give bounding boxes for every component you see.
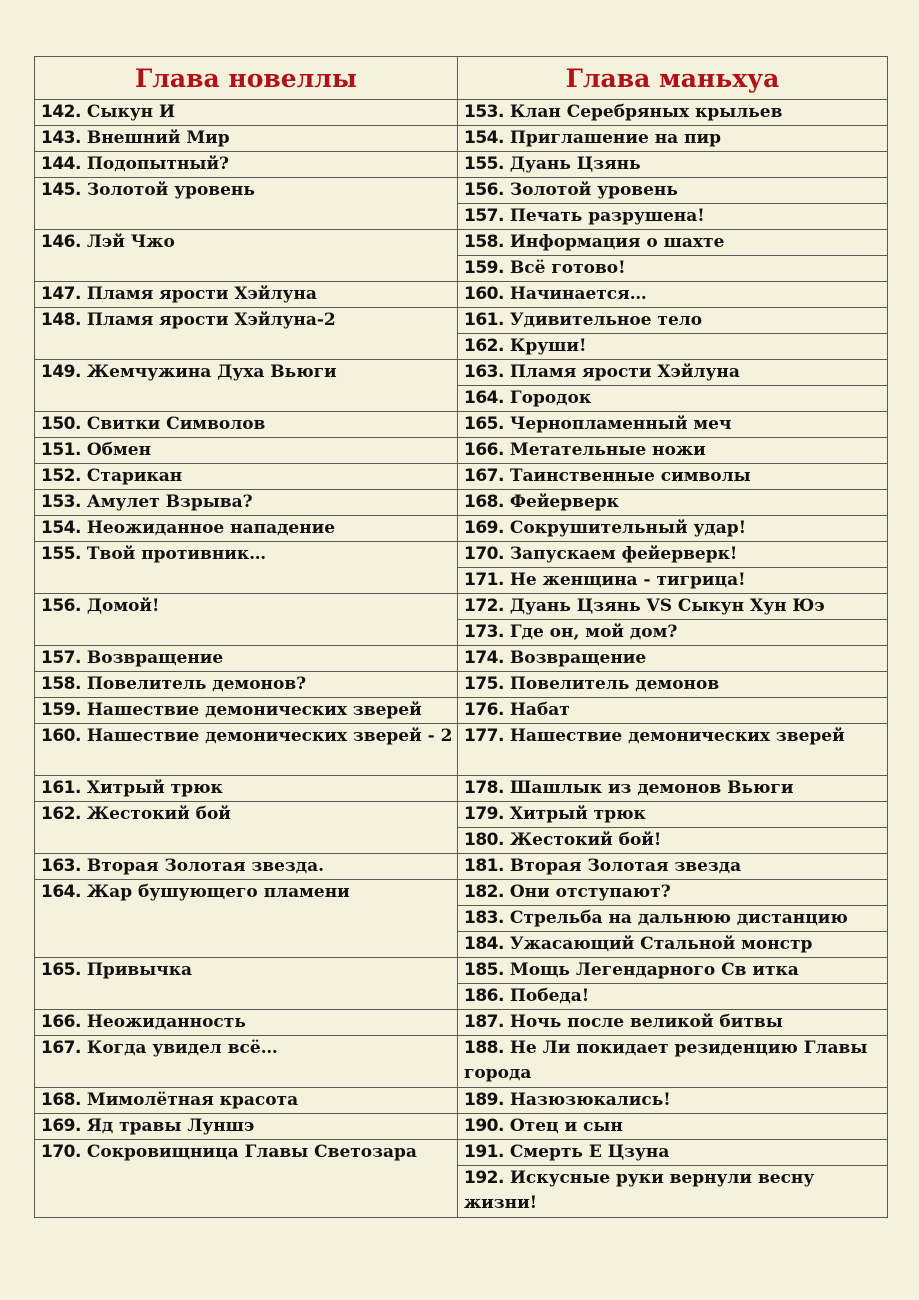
table-row bbox=[35, 854, 888, 880]
manhua-chapter-cell bbox=[458, 1114, 888, 1140]
manhua-chapter-title: Мощь Легендарного Св итка bbox=[509, 960, 799, 980]
manhua-chapter-title: Ужасающий Стальной монстр bbox=[509, 934, 813, 954]
table-row bbox=[35, 802, 888, 828]
manhua-chapter-cell bbox=[458, 490, 888, 516]
novel-chapter-cell bbox=[35, 360, 458, 412]
novel-chapter-cell bbox=[35, 1140, 458, 1218]
manhua-chapter-cell bbox=[458, 386, 888, 412]
novel-chapter-cell bbox=[35, 490, 458, 516]
novel-chapter-cell bbox=[35, 646, 458, 672]
manhua-chapter-cell bbox=[458, 360, 888, 386]
novel-chapter-title: Жестокий бой bbox=[86, 804, 231, 824]
novel-chapter-cell bbox=[35, 152, 458, 178]
table-row bbox=[35, 412, 888, 438]
chapter-comparison-table bbox=[34, 56, 888, 1218]
novel-chapter-title: Возвращение bbox=[86, 648, 224, 668]
table-row bbox=[35, 1010, 888, 1036]
novel-chapter-cell bbox=[35, 282, 458, 308]
manhua-chapter-title: Не Ли покидает резиденцию Главы города bbox=[464, 1038, 868, 1083]
novel-chapter-number: 165. bbox=[41, 960, 81, 980]
novel-chapter-number: 162. bbox=[41, 804, 81, 824]
novel-chapter-cell bbox=[35, 178, 458, 230]
novel-chapter-cell bbox=[35, 308, 458, 360]
manhua-chapter-cell bbox=[458, 1036, 888, 1088]
table-row bbox=[35, 646, 888, 672]
manhua-chapter-cell bbox=[458, 906, 888, 932]
manhua-chapter-cell bbox=[458, 438, 888, 464]
manhua-chapter-title: Фейерверк bbox=[509, 492, 619, 512]
manhua-chapter-number: 179. bbox=[464, 804, 504, 824]
novel-chapter-number: 151. bbox=[41, 440, 81, 460]
table-row bbox=[35, 724, 888, 776]
manhua-chapter-title: Вторая Золотая звезда bbox=[509, 856, 742, 876]
manhua-chapter-cell bbox=[458, 1088, 888, 1114]
novel-chapter-title: Повелитель демонов? bbox=[86, 674, 307, 694]
manhua-chapter-number: 155. bbox=[464, 154, 504, 174]
manhua-chapter-number: 175. bbox=[464, 674, 504, 694]
manhua-chapter-number: 169. bbox=[464, 518, 504, 538]
table-row bbox=[35, 672, 888, 698]
manhua-chapter-number: 177. bbox=[464, 726, 504, 746]
manhua-chapter-number: 189. bbox=[464, 1090, 504, 1110]
table-row bbox=[35, 152, 888, 178]
novel-chapter-number: 147. bbox=[41, 284, 81, 304]
novel-chapter-number: 155. bbox=[41, 544, 81, 564]
novel-chapter-number: 144. bbox=[41, 154, 81, 174]
table-row bbox=[35, 1036, 888, 1088]
novel-chapter-number: 167. bbox=[41, 1038, 81, 1058]
table-row bbox=[35, 1114, 888, 1140]
novel-chapter-header: Глава новеллы bbox=[35, 57, 458, 100]
novel-chapter-cell bbox=[35, 438, 458, 464]
manhua-chapter-number: 172. bbox=[464, 596, 504, 616]
manhua-chapter-cell bbox=[458, 256, 888, 282]
manhua-chapter-title: Искусные руки вернули весну жизни! bbox=[464, 1168, 815, 1213]
manhua-chapter-number: 161. bbox=[464, 310, 504, 330]
manhua-chapter-title: Жестокий бой! bbox=[509, 830, 662, 850]
manhua-chapter-number: 170. bbox=[464, 544, 504, 564]
manhua-chapter-cell bbox=[458, 1140, 888, 1166]
manhua-chapter-cell bbox=[458, 802, 888, 828]
table-row bbox=[35, 100, 888, 126]
manhua-chapter-title: Возвращение bbox=[509, 648, 647, 668]
manhua-chapter-number: 166. bbox=[464, 440, 504, 460]
manhua-chapter-title: Круши! bbox=[509, 336, 587, 356]
manhua-chapter-title: Стрельба на дальнюю дистанцию bbox=[509, 908, 848, 928]
manhua-chapter-title: Дуань Цзянь bbox=[509, 154, 641, 174]
novel-chapter-title: Амулет Взрыва? bbox=[86, 492, 253, 512]
manhua-chapter-number: 183. bbox=[464, 908, 504, 928]
manhua-chapter-title: Повелитель демонов bbox=[509, 674, 720, 694]
manhua-chapter-number: 178. bbox=[464, 778, 504, 798]
novel-chapter-cell bbox=[35, 880, 458, 958]
manhua-chapter-number: 187. bbox=[464, 1012, 504, 1032]
novel-chapter-title: Золотой уровень bbox=[86, 180, 255, 200]
table-row bbox=[35, 958, 888, 984]
novel-chapter-title: Пламя ярости Хэйлуна bbox=[86, 284, 317, 304]
novel-chapter-title: Нашествие демонических зверей bbox=[86, 700, 422, 720]
novel-chapter-title: Сокровищница Главы Светозара bbox=[86, 1142, 417, 1162]
novel-chapter-cell bbox=[35, 230, 458, 282]
novel-chapter-title: Когда увидел всё… bbox=[86, 1038, 278, 1058]
manhua-chapter-cell bbox=[458, 828, 888, 854]
manhua-chapter-title: Не женщина - тигрица! bbox=[509, 570, 746, 590]
manhua-chapter-cell bbox=[458, 100, 888, 126]
manhua-chapter-cell bbox=[458, 932, 888, 958]
manhua-chapter-title: Городок bbox=[509, 388, 592, 408]
novel-chapter-number: 153. bbox=[41, 492, 81, 512]
manhua-chapter-title: Золотой уровень bbox=[509, 180, 678, 200]
novel-chapter-number: 156. bbox=[41, 596, 81, 616]
manhua-chapter-title: Где он, мой дом? bbox=[509, 622, 678, 642]
manhua-chapter-number: 159. bbox=[464, 258, 504, 278]
novel-chapter-cell bbox=[35, 516, 458, 542]
novel-chapter-number: 148. bbox=[41, 310, 81, 330]
manhua-chapter-number: 188. bbox=[464, 1038, 504, 1058]
manhua-chapter-title: Запускаем фейерверк! bbox=[509, 544, 738, 564]
manhua-chapter-cell bbox=[458, 204, 888, 230]
manhua-chapter-number: 184. bbox=[464, 934, 504, 954]
table-row bbox=[35, 776, 888, 802]
novel-chapter-title: Пламя ярости Хэйлуна-2 bbox=[86, 310, 336, 330]
novel-chapter-title: Старикан bbox=[86, 466, 183, 486]
manhua-chapter-title: Метательные ножи bbox=[509, 440, 706, 460]
manhua-chapter-title: Они отступают? bbox=[509, 882, 671, 902]
novel-chapter-title: Лэй Чжо bbox=[86, 232, 175, 252]
manhua-chapter-number: 156. bbox=[464, 180, 504, 200]
table-row bbox=[35, 178, 888, 204]
novel-chapter-number: 169. bbox=[41, 1116, 81, 1136]
novel-chapter-title: Домой! bbox=[86, 596, 160, 616]
manhua-chapter-cell bbox=[458, 672, 888, 698]
novel-chapter-number: 143. bbox=[41, 128, 81, 148]
manhua-chapter-title: Сокрушительный удар! bbox=[509, 518, 747, 538]
manhua-chapter-cell bbox=[458, 412, 888, 438]
manhua-chapter-cell bbox=[458, 542, 888, 568]
table-row bbox=[35, 1140, 888, 1166]
table-row bbox=[35, 490, 888, 516]
novel-chapter-title: Внешний Мир bbox=[86, 128, 230, 148]
novel-chapter-cell bbox=[35, 776, 458, 802]
novel-chapter-title: Жар бушующего пламени bbox=[86, 882, 350, 902]
manhua-chapter-cell bbox=[458, 698, 888, 724]
novel-chapter-cell bbox=[35, 464, 458, 490]
novel-chapter-cell bbox=[35, 542, 458, 594]
manhua-chapter-header: Глава маньхуа bbox=[458, 57, 888, 100]
novel-chapter-number: 154. bbox=[41, 518, 81, 538]
novel-chapter-number: 145. bbox=[41, 180, 81, 200]
novel-chapter-number: 158. bbox=[41, 674, 81, 694]
manhua-chapter-title: Назюзюкались! bbox=[509, 1090, 671, 1110]
manhua-chapter-number: 163. bbox=[464, 362, 504, 382]
manhua-chapter-number: 173. bbox=[464, 622, 504, 642]
manhua-chapter-title: Отец и сын bbox=[509, 1116, 623, 1136]
novel-chapter-number: 160. bbox=[41, 726, 81, 746]
manhua-chapter-cell bbox=[458, 464, 888, 490]
manhua-chapter-title: Набат bbox=[509, 700, 570, 720]
manhua-chapter-cell bbox=[458, 1166, 888, 1218]
manhua-chapter-title: Клан Серебряных крыльев bbox=[509, 102, 783, 122]
novel-chapter-title: Нашествие демонических зверей - 2 bbox=[86, 726, 453, 746]
manhua-chapter-cell bbox=[458, 646, 888, 672]
manhua-chapter-number: 181. bbox=[464, 856, 504, 876]
novel-chapter-cell bbox=[35, 724, 458, 776]
manhua-chapter-title: Печать разрушена! bbox=[509, 206, 705, 226]
novel-chapter-title: Обмен bbox=[86, 440, 152, 460]
manhua-chapter-number: 158. bbox=[464, 232, 504, 252]
novel-chapter-cell bbox=[35, 1088, 458, 1114]
novel-chapter-cell bbox=[35, 698, 458, 724]
manhua-chapter-title: Ночь после великой битвы bbox=[509, 1012, 783, 1032]
novel-chapter-number: 146. bbox=[41, 232, 81, 252]
manhua-chapter-title: Информация о шахте bbox=[509, 232, 725, 252]
manhua-chapter-number: 171. bbox=[464, 570, 504, 590]
manhua-chapter-title: Приглашение на пир bbox=[509, 128, 722, 148]
table-row bbox=[35, 542, 888, 568]
manhua-chapter-cell bbox=[458, 880, 888, 906]
novel-chapter-cell bbox=[35, 802, 458, 854]
manhua-chapter-number: 153. bbox=[464, 102, 504, 122]
table-row bbox=[35, 438, 888, 464]
table-row bbox=[35, 308, 888, 334]
novel-chapter-title: Неожиданное нападение bbox=[86, 518, 336, 538]
table-row bbox=[35, 698, 888, 724]
manhua-chapter-number: 167. bbox=[464, 466, 504, 486]
novel-chapter-cell bbox=[35, 854, 458, 880]
manhua-chapter-number: 182. bbox=[464, 882, 504, 902]
manhua-chapter-number: 160. bbox=[464, 284, 504, 304]
manhua-chapter-number: 186. bbox=[464, 986, 504, 1006]
novel-chapter-cell bbox=[35, 100, 458, 126]
manhua-chapter-cell bbox=[458, 620, 888, 646]
table-row bbox=[35, 464, 888, 490]
novel-chapter-title: Привычка bbox=[86, 960, 193, 980]
novel-chapter-number: 166. bbox=[41, 1012, 81, 1032]
manhua-chapter-cell bbox=[458, 152, 888, 178]
table-row bbox=[35, 360, 888, 386]
manhua-chapter-cell bbox=[458, 282, 888, 308]
novel-chapter-number: 159. bbox=[41, 700, 81, 720]
manhua-chapter-title: Смерть Е Цзуна bbox=[509, 1142, 670, 1162]
manhua-chapter-title: Шашлык из демонов Вьюги bbox=[509, 778, 794, 798]
novel-chapter-number: 170. bbox=[41, 1142, 81, 1162]
novel-chapter-number: 157. bbox=[41, 648, 81, 668]
manhua-chapter-title: Всё готово! bbox=[509, 258, 626, 278]
manhua-chapter-cell bbox=[458, 724, 888, 776]
table-row bbox=[35, 516, 888, 542]
novel-chapter-title: Неожиданность bbox=[86, 1012, 246, 1032]
novel-chapter-number: 163. bbox=[41, 856, 81, 876]
manhua-chapter-cell bbox=[458, 776, 888, 802]
table-row bbox=[35, 1088, 888, 1114]
novel-chapter-title: Яд травы Луншэ bbox=[86, 1116, 255, 1136]
novel-chapter-cell bbox=[35, 412, 458, 438]
manhua-chapter-number: 174. bbox=[464, 648, 504, 668]
manhua-chapter-number: 157. bbox=[464, 206, 504, 226]
manhua-chapter-cell bbox=[458, 334, 888, 360]
manhua-chapter-cell bbox=[458, 984, 888, 1010]
manhua-chapter-title: Удивительное тело bbox=[509, 310, 703, 330]
novel-chapter-number: 149. bbox=[41, 362, 81, 382]
manhua-chapter-cell bbox=[458, 594, 888, 620]
novel-chapter-cell bbox=[35, 1010, 458, 1036]
manhua-chapter-cell bbox=[458, 178, 888, 204]
novel-chapter-number: 161. bbox=[41, 778, 81, 798]
manhua-chapter-cell bbox=[458, 958, 888, 984]
novel-chapter-number: 150. bbox=[41, 414, 81, 434]
manhua-chapter-title: Нашествие демонических зверей bbox=[509, 726, 845, 746]
novel-chapter-title: Жемчужина Духа Вьюги bbox=[86, 362, 337, 382]
novel-chapter-title: Свитки Символов bbox=[86, 414, 266, 434]
manhua-chapter-cell bbox=[458, 516, 888, 542]
novel-chapter-cell bbox=[35, 594, 458, 646]
manhua-chapter-number: 165. bbox=[464, 414, 504, 434]
manhua-chapter-number: 190. bbox=[464, 1116, 504, 1136]
novel-chapter-title: Твой противник… bbox=[86, 544, 267, 564]
manhua-chapter-cell bbox=[458, 230, 888, 256]
novel-chapter-cell bbox=[35, 958, 458, 1010]
manhua-chapter-number: 162. bbox=[464, 336, 504, 356]
manhua-chapter-title: Победа! bbox=[509, 986, 590, 1006]
table-row bbox=[35, 282, 888, 308]
manhua-chapter-number: 176. bbox=[464, 700, 504, 720]
manhua-chapter-number: 154. bbox=[464, 128, 504, 148]
manhua-chapter-title: Пламя ярости Хэйлуна bbox=[509, 362, 740, 382]
manhua-chapter-title: Начинается… bbox=[509, 284, 647, 304]
novel-chapter-cell bbox=[35, 126, 458, 152]
manhua-chapter-number: 191. bbox=[464, 1142, 504, 1162]
novel-chapter-number: 164. bbox=[41, 882, 81, 902]
table-row bbox=[35, 126, 888, 152]
table-body bbox=[35, 100, 888, 1218]
manhua-chapter-cell bbox=[458, 126, 888, 152]
manhua-chapter-title: Чернопламенный меч bbox=[509, 414, 732, 434]
manhua-chapter-number: 185. bbox=[464, 960, 504, 980]
manhua-chapter-cell bbox=[458, 854, 888, 880]
manhua-chapter-cell bbox=[458, 1010, 888, 1036]
manhua-chapter-title: Таинственные символы bbox=[509, 466, 751, 486]
manhua-chapter-number: 164. bbox=[464, 388, 504, 408]
novel-chapter-title: Подопытный? bbox=[86, 154, 230, 174]
novel-chapter-number: 152. bbox=[41, 466, 81, 486]
manhua-chapter-cell bbox=[458, 568, 888, 594]
manhua-chapter-number: 168. bbox=[464, 492, 504, 512]
manhua-chapter-title: Хитрый трюк bbox=[509, 804, 646, 824]
novel-chapter-title: Хитрый трюк bbox=[86, 778, 223, 798]
table-row bbox=[35, 880, 888, 906]
novel-chapter-cell bbox=[35, 1114, 458, 1140]
novel-chapter-cell bbox=[35, 1036, 458, 1088]
novel-chapter-number: 142. bbox=[41, 102, 81, 122]
novel-chapter-number: 168. bbox=[41, 1090, 81, 1110]
manhua-chapter-number: 192. bbox=[464, 1168, 504, 1188]
table-row bbox=[35, 230, 888, 256]
novel-chapter-title: Сыкун И bbox=[86, 102, 176, 122]
table-row bbox=[35, 594, 888, 620]
manhua-chapter-cell bbox=[458, 308, 888, 334]
manhua-chapter-title: Дуань Цзянь VS Сыкун Хун Юэ bbox=[509, 596, 825, 616]
manhua-chapter-number: 180. bbox=[464, 830, 504, 850]
novel-chapter-title: Мимолётная красота bbox=[86, 1090, 299, 1110]
novel-chapter-title: Вторая Золотая звезда. bbox=[86, 856, 325, 876]
novel-chapter-cell bbox=[35, 672, 458, 698]
